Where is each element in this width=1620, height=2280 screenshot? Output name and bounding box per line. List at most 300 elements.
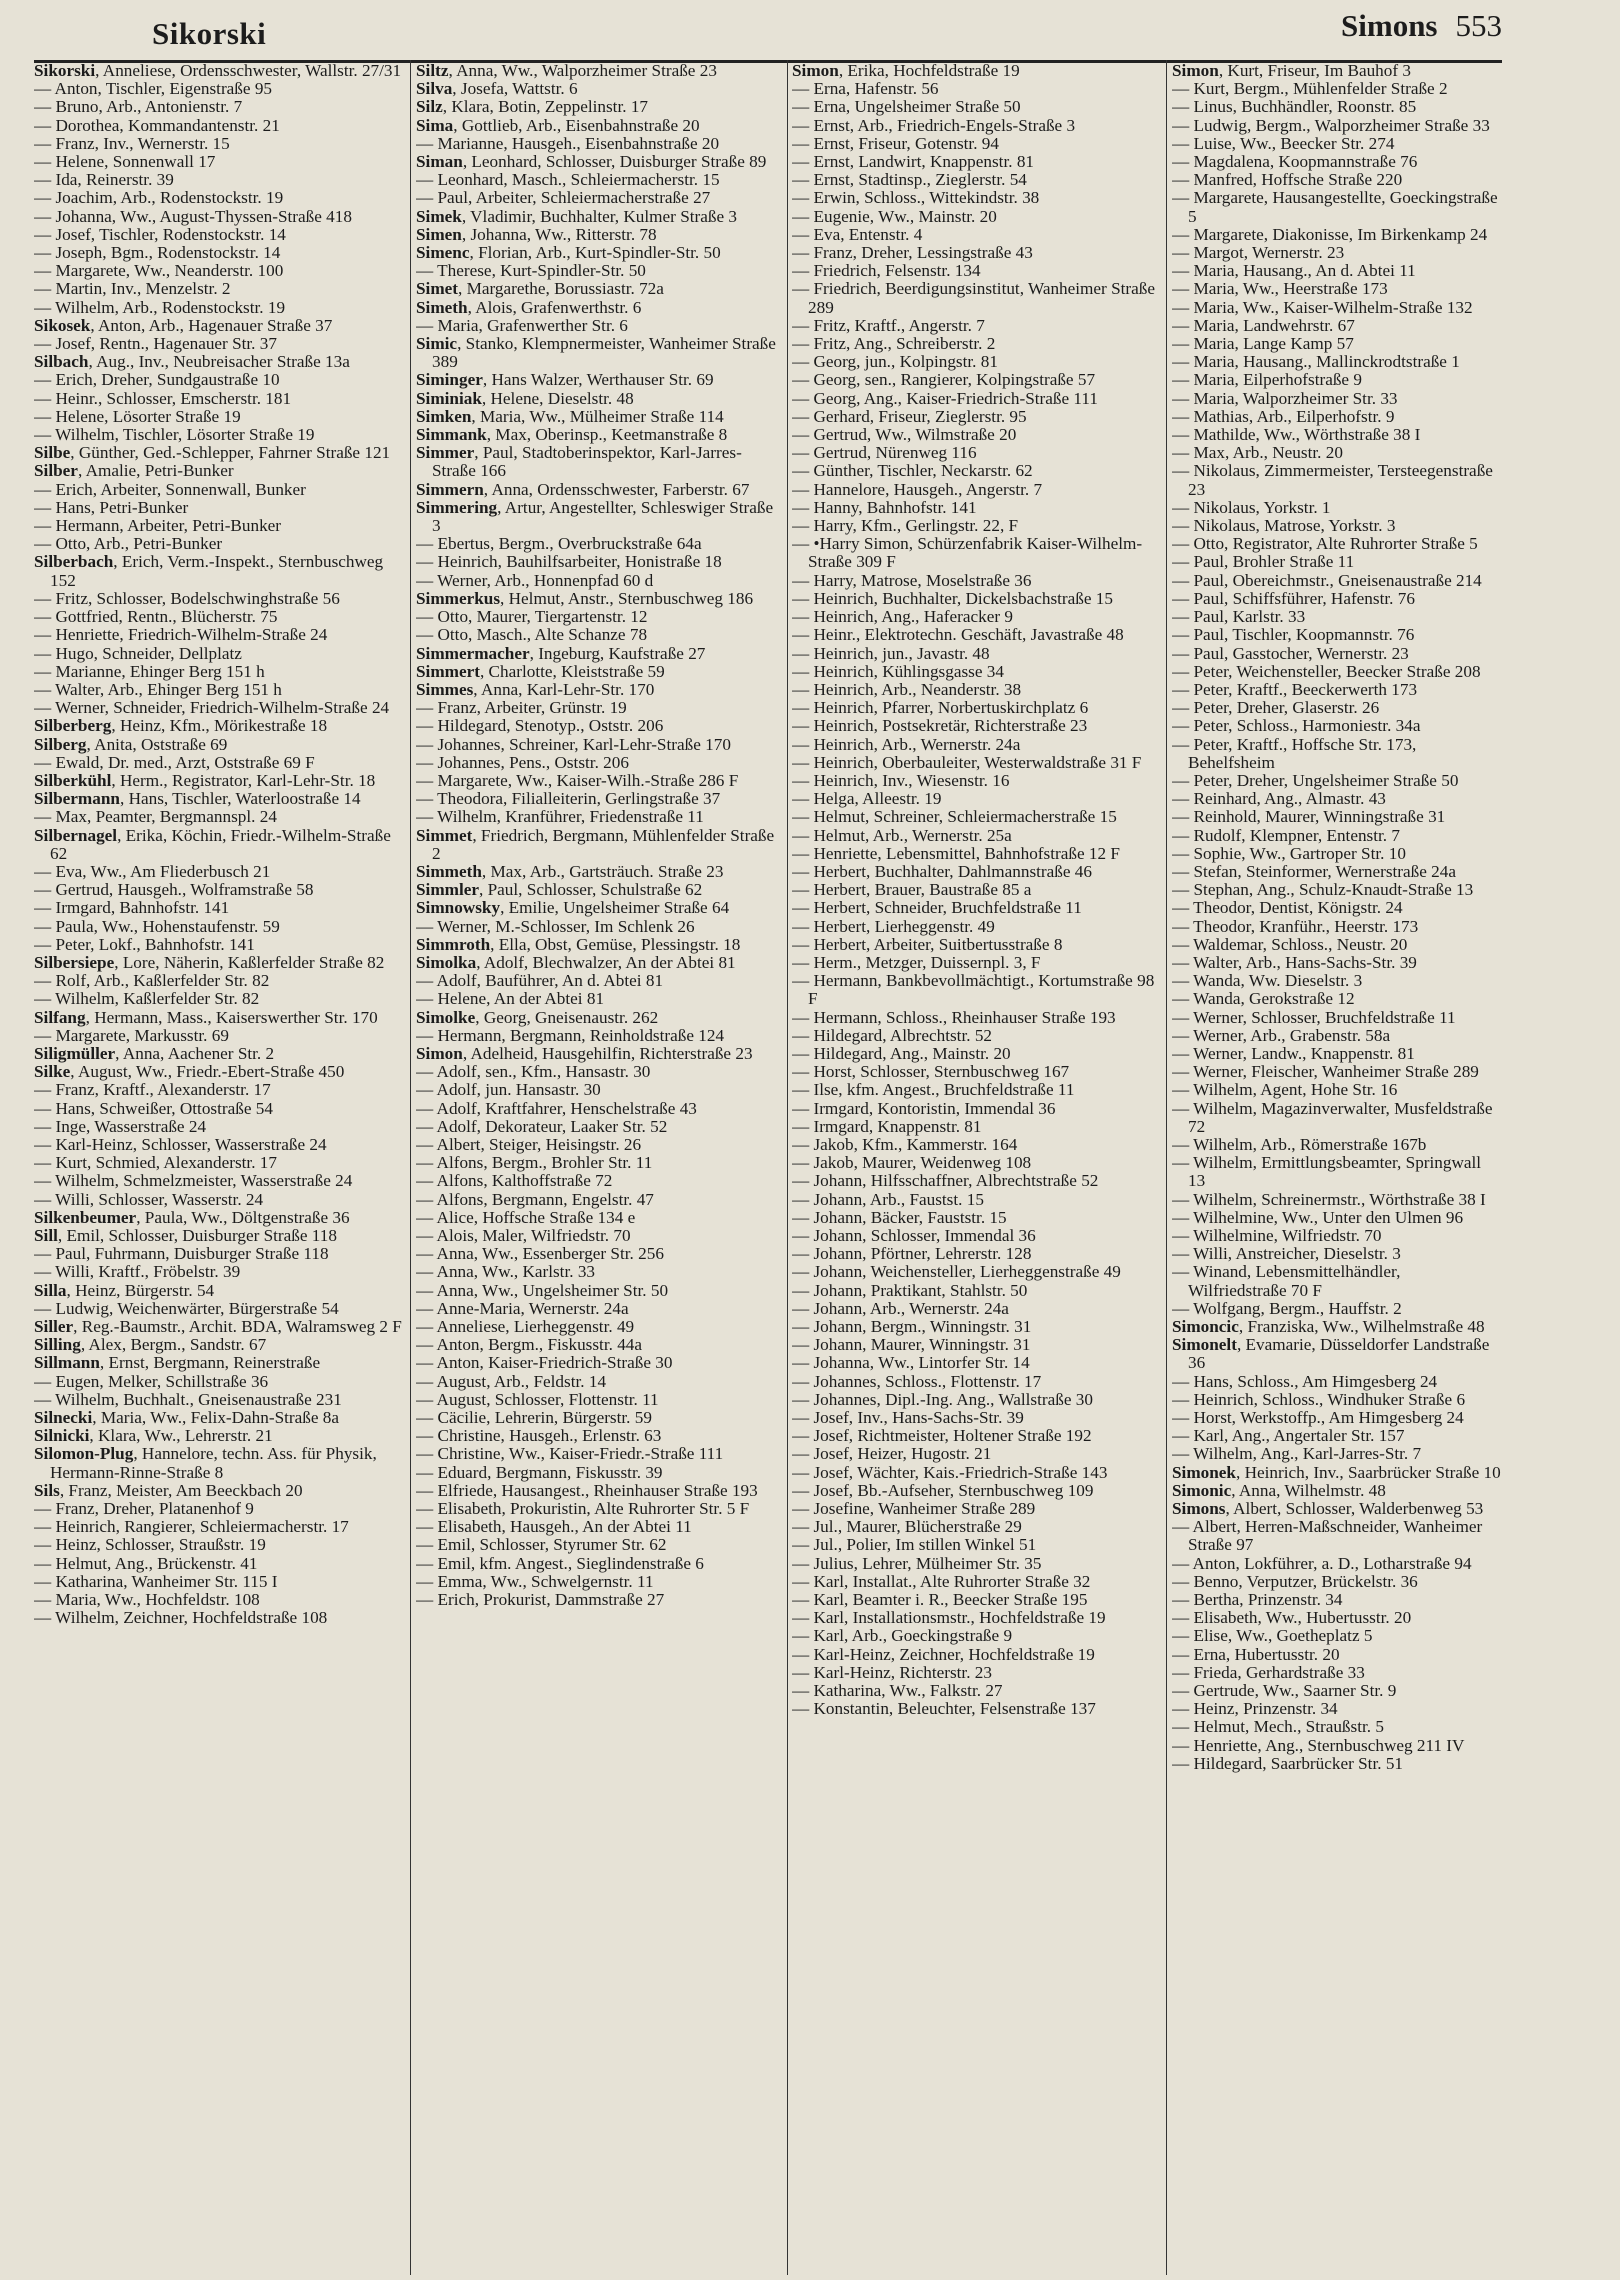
- directory-entry: — Maria, Ww., Heerstraße 173: [1172, 279, 1388, 299]
- surname: Simonic: [1172, 1480, 1232, 1500]
- surname: Simken: [416, 406, 472, 426]
- surname: Silberkühl: [34, 770, 112, 790]
- directory-entry: — Wilhelm, Agent, Hohe Str. 16: [1172, 1080, 1398, 1100]
- directory-entry: — Joseph, Bgm., Rodenstockstr. 14: [34, 243, 281, 263]
- surname: Simoncic: [1172, 1317, 1239, 1337]
- directory-entry: — Wilhelm, Ermittlungsbeamter, Springwall 13: [1172, 1153, 1482, 1191]
- surname: Siligmüller: [34, 1043, 116, 1063]
- directory-entry: — Katharina, Wanheimer Str. 115 I: [34, 1571, 278, 1591]
- directory-entry: — Werner, M.-Schlosser, Im Schlenk 26: [416, 916, 695, 936]
- directory-entry: — Eugenie, Ww., Mainstr. 20: [792, 206, 997, 226]
- directory-entry: Silling, Alex, Bergm., Sandstr. 67: [34, 1335, 267, 1355]
- directory-entry: — Henriette, Ang., Sternbuschweg 211 IV: [1172, 1735, 1465, 1755]
- directory-entry: — Karl, Beamter i. R., Beecker Straße 195: [792, 1590, 1088, 1610]
- directory-entry: — Theodor, Dentist, Königstr. 24: [1172, 898, 1403, 918]
- directory-entry: — Ebertus, Bergm., Overbruckstraße 64a: [416, 534, 702, 554]
- directory-entry: — Bruno, Arb., Antonienstr. 7: [34, 97, 243, 117]
- directory-entry: — Georg, jun., Kolpingstr. 81: [792, 352, 998, 372]
- directory-entry: — Heinrich, Buchhalter, Dickelsbachstraße 15: [792, 588, 1113, 608]
- directory-entry: — Werner, Arb., Grabenstr. 58a: [1172, 1025, 1391, 1045]
- directory-entry: — Elisabeth, Hausgeh., An der Abtei 11: [416, 1517, 692, 1537]
- directory-entry: Simonek, Heinrich, Inv., Saarbrücker Straße 10: [1172, 1462, 1501, 1482]
- directory-entry: — Magdalena, Koopmannstraße 76: [1172, 152, 1418, 172]
- directory-entry: — August, Schlosser, Flottenstr. 11: [416, 1389, 659, 1409]
- directory-entry: — Reinhold, Maurer, Winningstraße 31: [1172, 807, 1446, 827]
- directory-entry: — Gerhard, Friseur, Zieglerstr. 95: [792, 406, 1027, 426]
- surname: Simolka: [416, 952, 477, 972]
- directory-entry: — Wilhelm, Kaßlerfelder Str. 82: [34, 989, 260, 1009]
- directory-entry: — Josef, Rentn., Hagenauer Str. 37: [34, 334, 277, 354]
- directory-entry: — Heinr., Elektrotechn. Geschäft, Javastraße 48: [792, 625, 1124, 645]
- directory-entry: — Johannes, Schreiner, Karl-Lehr-Straße 170: [416, 734, 731, 754]
- directory-entry: — Hildegard, Albrechtstr. 52: [792, 1025, 993, 1045]
- surname: Simon: [792, 62, 839, 80]
- directory-entry: — Ludwig, Bergm., Walporzheimer Straße 33: [1172, 115, 1490, 135]
- directory-entry: — Gertrud, Ww., Wilmstraße 20: [792, 425, 1017, 445]
- directory-entry: — Cäcilie, Lehrerin, Bürgerstr. 59: [416, 1408, 652, 1428]
- directory-entry: Simken, Maria, Ww., Mülheimer Straße 114: [416, 406, 724, 426]
- directory-entry: — Josef, Richtmeister, Holtener Straße 192: [792, 1426, 1092, 1446]
- directory-entry: — Heinz, Prinzenstr. 34: [1172, 1699, 1338, 1719]
- directory-entry: — Elisabeth, Ww., Hubertusstr. 20: [1172, 1608, 1412, 1628]
- surname: Silla: [34, 1280, 67, 1300]
- surname: Simeth: [416, 297, 468, 317]
- directory-entry: — Christine, Ww., Kaiser-Friedr.-Straße 111: [416, 1444, 724, 1464]
- directory-entry: — Julius, Lehrer, Mülheimer Str. 35: [792, 1553, 1042, 1573]
- directory-entry: — Karl, Ang., Angertaler Str. 157: [1172, 1426, 1405, 1446]
- directory-entry: — Peter, Schloss., Harmoniestr. 34a: [1172, 716, 1421, 736]
- directory-entry: Simmert, Charlotte, Kleiststraße 59: [416, 661, 665, 681]
- directory-entry: — Konstantin, Beleuchter, Felsenstraße 137: [792, 1699, 1096, 1719]
- directory-entry: — Johann, Bäcker, Fauststr. 15: [792, 1207, 1007, 1227]
- directory-entry: — Paul, Karlstr. 33: [1172, 607, 1306, 627]
- directory-entry: — Elisabeth, Prokuristin, Alte Ruhrorter Str. 5 F: [416, 1499, 750, 1519]
- surname: Sikorski: [34, 62, 96, 80]
- directory-entry: — Hugo, Schneider, Dellplatz: [34, 643, 242, 663]
- directory-entry: — Anna, Ww., Karlstr. 33: [416, 1262, 596, 1282]
- directory-entry: — Luise, Ww., Beecker Str. 274: [1172, 133, 1395, 153]
- directory-entry: — Maria, Lange Kamp 57: [1172, 334, 1354, 354]
- directory-entry: — Margarete, Diakonisse, Im Birkenkamp 24: [1172, 224, 1488, 244]
- directory-entry: Siltz, Anna, Ww., Walporzheimer Straße 23: [416, 62, 717, 80]
- directory-entry: — Paul, Brohler Straße 11: [1172, 552, 1355, 572]
- directory-entry: — Margot, Wernerstr. 23: [1172, 243, 1345, 263]
- directory-entry: — Horst, Schlosser, Sternbuschweg 167: [792, 1062, 1070, 1082]
- surname: Silling: [34, 1335, 81, 1355]
- directory-entry: — Gertrud, Hausgeh., Wolframstraße 58: [34, 880, 314, 900]
- directory-entry: — Otto, Registrator, Alte Ruhrorter Straße 5: [1172, 534, 1478, 554]
- directory-entry: — Mathias, Arb., Eilperhofstr. 9: [1172, 406, 1395, 426]
- directory-entry: — Otto, Maurer, Tiergartenstr. 12: [416, 607, 648, 627]
- directory-entry: — Wilhelm, Arb., Rodenstockstr. 19: [34, 297, 286, 317]
- directory-entry: Simonelt, Evamarie, Düsseldorfer Landstraße 36: [1172, 1335, 1490, 1373]
- directory-entry: — Erwin, Schloss., Wittekindstr. 38: [792, 188, 1040, 208]
- directory-entry: Simon, Adelheid, Hausgehilfin, Richterstraße 23: [416, 1043, 753, 1063]
- surname: Simmer: [416, 443, 475, 463]
- directory-entry: Silomon-Plug, Hannelore, techn. Ass. für Physik, Hermann-Rinne-Straße 8: [34, 1444, 377, 1482]
- directory-entry: — Jakob, Maurer, Weidenweg 108: [792, 1153, 1032, 1173]
- directory-entry: — Emma, Ww., Schwelgernstr. 11: [416, 1571, 654, 1591]
- directory-entry: — Peter, Dreher, Ungelsheimer Straße 50: [1172, 770, 1459, 790]
- directory-entry: — Wanda, Ww. Dieselstr. 3: [1172, 971, 1363, 991]
- surname: Silkenbeumer: [34, 1207, 137, 1227]
- directory-entry: Silbersiepe, Lore, Näherin, Kaßlerfelder Straße 82: [34, 952, 385, 972]
- directory-entry: — Johann, Weichensteller, Lierheggenstraße 49: [792, 1262, 1121, 1282]
- directory-entry: — Herbert, Lierheggenstr. 49: [792, 916, 995, 936]
- directory-entry: — Werner, Fleischer, Wanheimer Straße 289: [1172, 1062, 1479, 1082]
- directory-entry: — Johann, Maurer, Winningstr. 31: [792, 1335, 1031, 1355]
- surname: Silomon-Plug: [34, 1444, 134, 1464]
- directory-entry: — Josef, Bb.-Aufseher, Sternbuschweg 109: [792, 1480, 1094, 1500]
- surname: Silbach: [34, 352, 89, 372]
- directory-entry: — Stephan, Ang., Schulz-Knaudt-Straße 13: [1172, 880, 1474, 900]
- directory-entry: Silla, Heinz, Bürgerstr. 54: [34, 1280, 215, 1300]
- directory-entry: — Katharina, Ww., Falkstr. 27: [792, 1681, 1003, 1701]
- directory-entry: — Bertha, Prinzenstr. 34: [1172, 1590, 1343, 1610]
- directory-entry: — Günther, Tischler, Neckarstr. 62: [792, 461, 1033, 481]
- directory-entry: Silbe, Günther, Ged.-Schlepper, Fahrner Straße 121: [34, 443, 391, 463]
- directory-entry: — Ernst, Landwirt, Knappenstr. 81: [792, 152, 1035, 172]
- directory-entry: — Johanna, Ww., August-Thyssen-Straße 418: [34, 206, 352, 226]
- directory-entry: Simnowsky, Emilie, Ungelsheimer Straße 64: [416, 898, 730, 918]
- directory-entry: — Martin, Inv., Menzelstr. 2: [34, 279, 231, 299]
- directory-entry: — Hermann, Bergmann, Reinholdstraße 124: [416, 1025, 725, 1045]
- directory-entry: — Wolfgang, Bergm., Hauffstr. 2: [1172, 1298, 1402, 1318]
- directory-entry: Simenc, Florian, Arb., Kurt-Spindler-Str. 50: [416, 243, 721, 263]
- directory-entry: — Karl-Heinz, Schlosser, Wasserstraße 24: [34, 1134, 327, 1154]
- directory-entry: — Helmut, Arb., Wernerstr. 25a: [792, 825, 1012, 845]
- directory-entry: — Willi, Anstreicher, Dieselstr. 3: [1172, 1244, 1401, 1264]
- directory-entry: — Henriette, Friedrich-Wilhelm-Straße 24: [34, 625, 328, 645]
- surname: Sillmann: [34, 1353, 100, 1373]
- directory-entry: — Marianne, Hausgeh., Eisenbahnstraße 20: [416, 133, 720, 153]
- directory-entry: — Irmgard, Bahnhofstr. 141: [34, 898, 230, 918]
- directory-entry: — Maria, Eilperhofstraße 9: [1172, 370, 1362, 390]
- directory-entry: — Peter, Kraftf., Beeckerwerth 173: [1172, 679, 1418, 699]
- directory-entry: — Maria, Hausang., An d. Abtei 11: [1172, 261, 1416, 281]
- directory-entry: — Wilhelm, Schreinermstr., Wörthstraße 38 I: [1172, 1189, 1486, 1209]
- directory-entry: — August, Arb., Feldstr. 14: [416, 1371, 607, 1391]
- directory-entry: Siminger, Hans Walzer, Werthauser Str. 69: [416, 370, 714, 390]
- directory-entry: — Willi, Schlosser, Wasserstr. 24: [34, 1189, 264, 1209]
- directory-entry: — Ernst, Arb., Friedrich-Engels-Straße 3: [792, 115, 1076, 135]
- directory-entry: — Josefine, Wanheimer Straße 289: [792, 1499, 1036, 1519]
- directory-entry: — Margarete, Markusstr. 69: [34, 1025, 229, 1045]
- directory-entry: — Wilhelm, Kranführer, Friedenstraße 11: [416, 807, 704, 827]
- directory-entry: — Johann, Hilfsschaffner, Albrechtstraße 52: [792, 1171, 1099, 1191]
- directory-entry: — Erich, Dreher, Sundgaustraße 10: [34, 370, 280, 390]
- directory-entry: — Heinrich, Oberbauleiter, Westerwaldstraße 31 F: [792, 752, 1142, 772]
- directory-entry: — Erna, Hafenstr. 56: [792, 79, 939, 99]
- directory-entry: — Franz, Dreher, Lessingstraße 43: [792, 243, 1033, 263]
- directory-entry: — Herm., Metzger, Duissernpl. 3, F: [792, 952, 1041, 972]
- directory-entry: — Rudolf, Klempner, Entenstr. 7: [1172, 825, 1400, 845]
- directory-entry: — Helmut, Mech., Straußstr. 5: [1172, 1717, 1384, 1737]
- directory-entry: — Jakob, Kfm., Kammerstr. 164: [792, 1134, 1018, 1154]
- directory-entry: Silfang, Hermann, Mass., Kaiserswerther Str. 170: [34, 1007, 378, 1027]
- directory-entry: Simons, Albert, Schlosser, Walderbenweg 53: [1172, 1499, 1484, 1519]
- directory-entry: — Wilhelm, Schmelzmeister, Wasserstraße 24: [34, 1171, 353, 1191]
- surname: Siltz: [416, 62, 449, 80]
- directory-entry: — Heinrich, Bauhilfsarbeiter, Honistraße 18: [416, 552, 722, 572]
- directory-entry: — Johann, Arb., Wernerstr. 24a: [792, 1298, 1009, 1318]
- directory-entry: — Hermann, Schloss., Rheinhauser Straße 193: [792, 1007, 1116, 1027]
- directory-entry: — Johann, Pförtner, Lehrerstr. 128: [792, 1244, 1032, 1264]
- directory-entry: — Maria, Walporzheimer Str. 33: [1172, 388, 1398, 408]
- directory-entry: — Fritz, Kraftf., Angerstr. 7: [792, 315, 985, 335]
- directory-entry: — Anna, Ww., Ungelsheimer Str. 50: [416, 1280, 669, 1300]
- surname: Simmet: [416, 825, 473, 845]
- directory-entry: — Heinrich, Rangierer, Schleiermacherstr. 17: [34, 1517, 349, 1537]
- directory-entry: — Paul, Arbeiter, Schleiermacherstraße 27: [416, 188, 711, 208]
- directory-entry: — Franz, Kraftf., Alexanderstr. 17: [34, 1080, 271, 1100]
- directory-entry: — Alfons, Bergmann, Engelstr. 47: [416, 1189, 654, 1209]
- surname: Simmes: [416, 679, 474, 699]
- column-divider: [787, 60, 788, 2275]
- surname: Simmroth: [416, 934, 491, 954]
- directory-entry: — Eva, Ww., Am Fliederbusch 21: [34, 861, 271, 881]
- directory-entry: — Herbert, Arbeiter, Suitbertusstraße 8: [792, 934, 1063, 954]
- surname: Silberg: [34, 734, 87, 754]
- directory-entry: Silbermann, Hans, Tischler, Waterloostraße 14: [34, 789, 361, 809]
- directory-entry: — Anneliese, Lierheggenstr. 49: [416, 1317, 635, 1337]
- header-left-keyword: Sikorski: [152, 16, 267, 51]
- surname: Silber: [34, 461, 78, 481]
- directory-entry: — Eugen, Melker, Schillstraße 36: [34, 1371, 269, 1391]
- directory-entry: — Wilhelm, Magazinverwalter, Musfeldstraße 72: [1172, 1098, 1493, 1136]
- directory-entry: — Wanda, Gerokstraße 12: [1172, 989, 1355, 1009]
- directory-entry: — Hans, Schweißer, Ottostraße 54: [34, 1098, 273, 1118]
- directory-entry: — Paul, Fuhrmann, Duisburger Straße 118: [34, 1244, 329, 1264]
- directory-entry: — Adolf, sen., Kfm., Hansastr. 30: [416, 1062, 651, 1082]
- directory-entry: — Nikolaus, Zimmermeister, Tersteegenstraße 23: [1172, 461, 1493, 499]
- directory-entry: — Albert, Steiger, Heisingstr. 26: [416, 1134, 642, 1154]
- directory-entry: — Friedrich, Beerdigungsinstitut, Wanheimer Straße 289: [792, 279, 1155, 317]
- directory-entry: — Johannes, Schloss., Flottenstr. 17: [792, 1371, 1042, 1391]
- directory-entry: — Karl, Installationsmstr., Hochfeldstraße 19: [792, 1608, 1106, 1628]
- directory-entry: — Franz, Inv., Wernerstr. 15: [34, 133, 230, 153]
- directory-entry: — Paul, Schiffsführer, Hafenstr. 76: [1172, 588, 1415, 608]
- directory-entry: — Gertrude, Ww., Saarner Str. 9: [1172, 1681, 1397, 1701]
- directory-entry: — Horst, Werkstoffp., Am Himgesberg 24: [1172, 1408, 1464, 1428]
- directory-entry: Silva, Josefa, Wattstr. 6: [416, 79, 578, 99]
- page-number: 553: [1455, 8, 1502, 43]
- directory-entry: — Maria, Landwehrstr. 67: [1172, 315, 1355, 335]
- directory-entry: — Benno, Verputzer, Brückelstr. 36: [1172, 1571, 1418, 1591]
- directory-entry: — Max, Peamter, Bergmannspl. 24: [34, 807, 277, 827]
- directory-entry: — Wilhelmine, Ww., Unter den Ulmen 96: [1172, 1207, 1464, 1227]
- directory-entry: Simmet, Friedrich, Bergmann, Mühlenfelder Straße 2: [416, 825, 775, 863]
- surname: Silberberg: [34, 716, 112, 736]
- directory-entry: Silber, Amalie, Petri-Bunker: [34, 461, 234, 481]
- directory-entry: Simmer, Paul, Stadtoberinspektor, Karl-Jarres-Straße 166: [416, 443, 742, 481]
- surname: Simon: [416, 1043, 463, 1063]
- directory-entry: — Erna, Ungelsheimer Straße 50: [792, 97, 1021, 117]
- surname: Simenc: [416, 243, 470, 263]
- directory-entry: — Emil, Schlosser, Styrumer Str. 62: [416, 1535, 667, 1555]
- directory-entry: — Hermann, Arbeiter, Petri-Bunker: [34, 516, 282, 536]
- directory-entry: — Helmut, Schreiner, Schleiermacherstraße 15: [792, 807, 1117, 827]
- directory-entry: — Walter, Arb., Ehinger Berg 151 h: [34, 679, 282, 699]
- directory-entry: Simmank, Max, Oberinsp., Keetmanstraße 8: [416, 425, 728, 445]
- column-1: [34, 62, 402, 2274]
- directory-entry: — Therese, Kurt-Spindler-Str. 50: [416, 261, 646, 281]
- directory-entry: — Stefan, Steinformer, Wernerstraße 24a: [1172, 861, 1456, 881]
- directory-entry: — Fritz, Schlosser, Bodelschwinghstraße 56: [34, 588, 340, 608]
- surname: Simmank: [416, 425, 487, 445]
- directory-entry: — Ernst, Stadtinsp., Zieglerstr. 54: [792, 170, 1027, 190]
- directory-entry: — Harry, Matrose, Moselstraße 36: [792, 570, 1032, 590]
- surname: Sils: [34, 1480, 60, 1500]
- directory-entry: — Johann, Schlosser, Immendal 36: [792, 1226, 1036, 1245]
- surname: Simmeth: [416, 861, 482, 881]
- directory-entry: Silberg, Anita, Oststraße 69: [34, 734, 228, 754]
- directory-entry: — Paul, Tischler, Koopmannstr. 76: [1172, 625, 1415, 645]
- directory-entry: — Anna, Ww., Essenberger Str. 256: [416, 1244, 664, 1264]
- column-4: [1172, 62, 1502, 2274]
- surname: Sill: [34, 1226, 58, 1245]
- directory-entry: — •Harry Simon, Schürzenfabrik Kaiser-Wilhelm-Straße 309 F: [792, 534, 1143, 572]
- directory-entry: — Mathilde, Ww., Wörthstraße 38 I: [1172, 425, 1421, 445]
- directory-entry: — Peter, Lokf., Bahnhofstr. 141: [34, 934, 255, 954]
- directory-entry: — Anton, Bergm., Fiskusstr. 44a: [416, 1335, 643, 1355]
- directory-entry: — Irmgard, Kontoristin, Immendal 36: [792, 1098, 1056, 1118]
- directory-entry: — Erna, Hubertusstr. 20: [1172, 1644, 1340, 1664]
- directory-entry: — Helene, Lösorter Straße 19: [34, 406, 241, 426]
- directory-entry: Simeth, Alois, Grafenwerthstr. 6: [416, 297, 642, 317]
- directory-entry: — Sophie, Ww., Gartroper Str. 10: [1172, 843, 1406, 863]
- directory-entry: — Ilse, kfm. Angest., Bruchfeldstraße 11: [792, 1080, 1075, 1100]
- directory-entry: — Maria, Hausang., Mallinckrodtstraße 1: [1172, 352, 1460, 372]
- directory-entry: — Friedrich, Felsenstr. 134: [792, 261, 981, 281]
- directory-entry: — Margarete, Hausangestellte, Goeckingstraße 5: [1172, 188, 1498, 226]
- directory-entry: Silbach, Aug., Inv., Neubreisacher Straße 13a: [34, 352, 350, 372]
- directory-entry: — Hans, Petri-Bunker: [34, 497, 189, 517]
- directory-entry: — Adolf, Bauführer, An d. Abtei 81: [416, 971, 664, 991]
- directory-entry: — Elfriede, Hausangest., Rheinhauser Straße 193: [416, 1480, 758, 1500]
- surname: Simon: [1172, 62, 1219, 80]
- directory-entry: — Josef, Tischler, Rodenstockstr. 14: [34, 224, 286, 244]
- surname: Simonelt: [1172, 1335, 1237, 1355]
- surname: Simolke: [416, 1007, 476, 1027]
- directory-entry: — Johannes, Pens., Oststr. 206: [416, 752, 629, 772]
- directory-entry: — Heinrich, Schloss., Windhuker Straße 6: [1172, 1389, 1466, 1409]
- directory-entry: — Wilhelm, Arb., Römerstraße 167b: [1172, 1134, 1427, 1154]
- directory-entry: — Gottfried, Rentn., Blücherstr. 75: [34, 607, 278, 627]
- directory-entry: — Margarete, Ww., Kaiser-Wilh.-Straße 286 F: [416, 770, 739, 790]
- directory-entry: — Werner, Arb., Honnenpfad 60 d: [416, 570, 654, 590]
- directory-entry: — Hildegard, Saarbrücker Str. 51: [1172, 1753, 1404, 1773]
- directory-entry: — Wilhelmine, Wilfriedstr. 70: [1172, 1226, 1382, 1245]
- directory-entry: — Eduard, Bergmann, Fiskusstr. 39: [416, 1462, 663, 1482]
- header-right-keyword: Simons: [1341, 8, 1438, 43]
- directory-entry: — Hildegard, Ang., Mainstr. 20: [792, 1043, 1011, 1063]
- directory-entry: Silnicki, Klara, Ww., Lehrerstr. 21: [34, 1426, 273, 1446]
- directory-entry: — Gertrud, Nürenweg 116: [792, 443, 977, 463]
- directory-entry: — Alfons, Bergm., Brohler Str. 11: [416, 1153, 653, 1173]
- surname: Simic: [416, 334, 458, 354]
- directory-entry: — Jul., Polier, Im stillen Winkel 51: [792, 1535, 1037, 1555]
- surname: Simek: [416, 206, 462, 226]
- directory-entry: Simmroth, Ella, Obst, Gemüse, Plessingstr. 18: [416, 934, 741, 954]
- directory-entry: Silberbach, Erich, Verm.-Inspekt., Sternbuschweg 152: [34, 552, 384, 590]
- directory-entry: — Wilhelm, Ang., Karl-Jarres-Str. 7: [1172, 1444, 1422, 1464]
- directory-entry: Simmerkus, Helmut, Anstr., Sternbuschweg 186: [416, 588, 754, 608]
- directory-entry: — Wilhelm, Buchhalt., Gneisenaustraße 231: [34, 1389, 342, 1409]
- surname: Silberbach: [34, 552, 114, 572]
- directory-entry: Sikorski, Anneliese, Ordensschwester, Wallstr. 27/31: [34, 62, 402, 80]
- directory-entry: — Henriette, Lebensmittel, Bahnhofstraße 12 F: [792, 843, 1120, 863]
- directory-entry: — Johann, Praktikant, Stahlstr. 50: [792, 1280, 1028, 1300]
- directory-entry: Sill, Emil, Schlosser, Duisburger Straße 118: [34, 1226, 337, 1245]
- directory-entry: — Kurt, Bergm., Mühlenfelder Straße 2: [1172, 79, 1448, 99]
- directory-entry: — Heinrich, Ang., Haferacker 9: [792, 607, 1013, 627]
- surname: Simmering: [416, 497, 498, 517]
- surname: Silbersiepe: [34, 952, 115, 972]
- surname: Sikosek: [34, 315, 91, 335]
- surname: Silva: [416, 79, 453, 99]
- directory-entry: Simmering, Artur, Angestellter, Schleswiger Straße 3: [416, 497, 774, 536]
- directory-entry: — Adolf, jun. Hansastr. 30: [416, 1080, 601, 1100]
- directory-entry: Silz, Klara, Botin, Zeppelinstr. 17: [416, 97, 649, 117]
- page-header: [34, 6, 1502, 63]
- directory-entry: Simek, Vladimir, Buchhalter, Kulmer Straße 3: [416, 206, 737, 226]
- directory-entry: — Maria, Grafenwerther Str. 6: [416, 315, 628, 335]
- directory-entry: — Harry, Kfm., Gerlingstr. 22, F: [792, 516, 1019, 536]
- column-divider: [410, 60, 411, 2275]
- directory-entry: — Maria, Ww., Kaiser-Wilhelm-Straße 132: [1172, 297, 1473, 317]
- surname: Silnicki: [34, 1426, 90, 1446]
- surname: Silbernagel: [34, 825, 118, 845]
- directory-entry: — Reinhard, Ang., Almastr. 43: [1172, 789, 1386, 809]
- surname: Simnowsky: [416, 898, 501, 918]
- surname: Simmermacher: [416, 643, 530, 663]
- directory-entry: — Herbert, Brauer, Baustraße 85 a: [792, 880, 1032, 900]
- directory-entry: Silbernagel, Erika, Köchin, Friedr.-Wilhelm-Straße 62: [34, 825, 391, 863]
- directory-entry: — Josef, Heizer, Hugostr. 21: [792, 1444, 992, 1464]
- directory-entry: Simic, Stanko, Klempnermeister, Wanheimer Straße 389: [416, 334, 776, 372]
- directory-entry: — Frieda, Gerhardstraße 33: [1172, 1662, 1365, 1682]
- directory-entry: — Georg, Ang., Kaiser-Friedrich-Straße 111: [792, 388, 1098, 408]
- directory-entry: — Irmgard, Knappenstr. 81: [792, 1116, 982, 1136]
- directory-entry: — Marianne, Ehinger Berg 151 h: [34, 661, 265, 681]
- directory-entry: Silberberg, Heinz, Kfm., Mörikestraße 18: [34, 716, 328, 736]
- directory-entry: Sima, Gottlieb, Arb., Eisenbahnstraße 20: [416, 115, 700, 135]
- directory-entry: Simolka, Adolf, Blechwalzer, An der Abtei 81: [416, 952, 736, 972]
- directory-entry: — Josef, Inv., Hans-Sachs-Str. 39: [792, 1408, 1024, 1428]
- directory-entry: — Paul, Gasstocher, Wernerstr. 23: [1172, 643, 1409, 663]
- directory-entry: — Ludwig, Weichenwärter, Bürgerstraße 54: [34, 1298, 339, 1318]
- directory-entry: Silkenbeumer, Paula, Ww., Döltgenstraße 36: [34, 1207, 350, 1227]
- directory-entry: — Helmut, Ang., Brückenstr. 41: [34, 1553, 258, 1573]
- directory-entry: — Herbert, Schneider, Bruchfeldstraße 11: [792, 898, 1082, 918]
- directory-entry: — Erich, Prokurist, Dammstraße 27: [416, 1590, 665, 1610]
- surname: Silz: [416, 97, 443, 117]
- directory-entry: — Heinrich, Arb., Neanderstr. 38: [792, 679, 1022, 699]
- directory-entry: — Werner, Landw., Knappenstr. 81: [1172, 1043, 1415, 1063]
- surname: Silfang: [34, 1007, 86, 1027]
- directory-entry: — Adolf, Kraftfahrer, Henschelstraße 43: [416, 1098, 697, 1118]
- directory-entry: Siller, Reg.-Baumstr., Archit. BDA, Walramsweg 2 F: [34, 1317, 402, 1337]
- directory-entry: — Maria, Ww., Hochfeldstr. 108: [34, 1590, 260, 1610]
- surname: Simmert: [416, 661, 480, 681]
- directory-entry: Sillmann, Ernst, Bergmann, Reinerstraße: [34, 1353, 321, 1373]
- directory-entry: — Joachim, Arb., Rodenstockstr. 19: [34, 188, 284, 208]
- directory-entry: — Max, Arb., Neustr. 20: [1172, 443, 1343, 463]
- directory-entry: — Nikolaus, Matrose, Yorkstr. 3: [1172, 516, 1396, 536]
- directory-entry: — Werner, Schlosser, Bruchfeldstraße 11: [1172, 1007, 1456, 1027]
- directory-entry: — Leonhard, Masch., Schleiermacherstr. 15: [416, 170, 720, 190]
